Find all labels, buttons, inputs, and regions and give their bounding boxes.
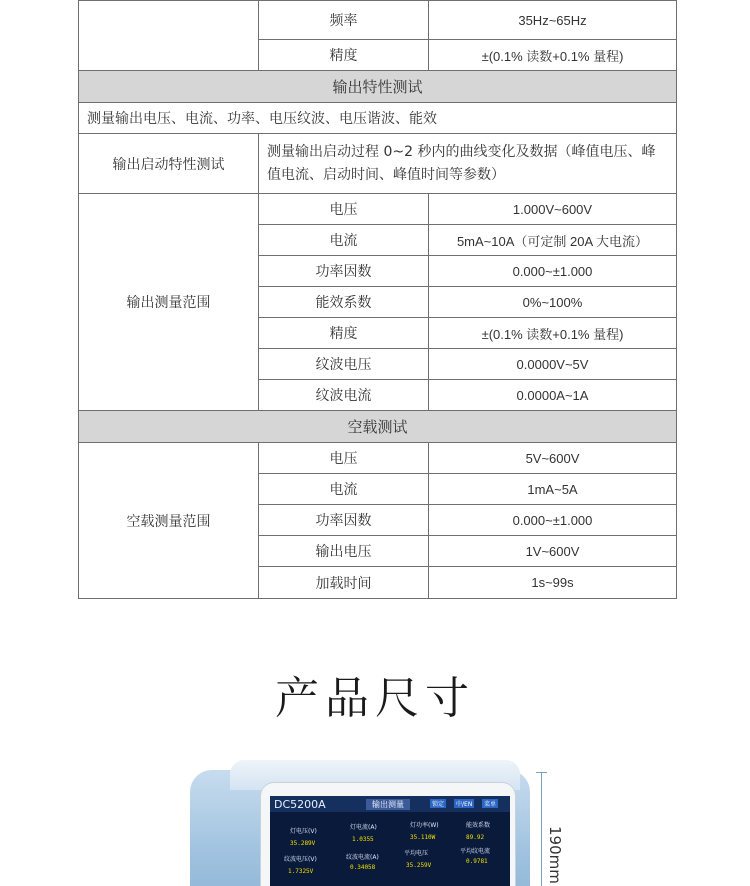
screen-value: 1.7325V [288, 868, 314, 875]
table-row [79, 103, 677, 134]
output-range-label: 输出测量范围 [79, 194, 259, 411]
value-cell: 5mA~10A（可定制 20A 大电流） [429, 225, 677, 256]
top-group-cell [79, 1, 259, 71]
param-cell: 电压 [259, 443, 429, 474]
section-title: 输出特性测试 [79, 71, 677, 103]
value-cell: 0%~100% [429, 287, 677, 318]
device-screen [270, 796, 510, 886]
screen-value: 35.110W [410, 834, 436, 841]
value-cell: 0.000~±1.000 [429, 256, 677, 287]
value-cell: 1V~600V [429, 536, 677, 567]
section-title: 空载测试 [79, 411, 677, 443]
screen-value: 1.0355 [352, 836, 374, 843]
value-cell: 1s~99s [429, 567, 677, 599]
spec-table [78, 0, 677, 599]
screen-model: DC5200A [274, 798, 326, 811]
param-cell: 纹波电流 [259, 380, 429, 411]
product-size-title: 产品尺寸 [275, 673, 475, 724]
param-cell: 频率 [259, 1, 429, 40]
value-cell: 35Hz~65Hz [429, 1, 677, 40]
param-cell: 电流 [259, 225, 429, 256]
table-row [79, 134, 677, 194]
param-cell: 纹波电压 [259, 349, 429, 380]
param-cell: 功率因数 [259, 505, 429, 536]
screen-value: 0.9781 [466, 858, 488, 865]
height-dimension-label: 190mm [546, 826, 564, 884]
screen-label: 平均纹电流 [460, 848, 491, 855]
screen-label: 纹波电压(V) [284, 856, 317, 863]
startup-label: 输出启动特性测试 [79, 134, 259, 194]
screen-lang-button: 中/EN [456, 801, 473, 808]
value-cell: 1mA~5A [429, 474, 677, 505]
value-cell: 0.0000V~5V [429, 349, 677, 380]
param-cell: 功率因数 [259, 256, 429, 287]
device-illustration [190, 760, 530, 886]
param-cell: 电压 [259, 194, 429, 225]
value-cell: 5V~600V [429, 443, 677, 474]
param-cell: 精度 [259, 40, 429, 71]
value-cell: 0.0000A~1A [429, 380, 677, 411]
param-cell: 能效系数 [259, 287, 429, 318]
screen-value: 89.92 [466, 834, 485, 841]
screen-label: 灯功率(W) [410, 822, 439, 829]
param-cell: 加载时间 [259, 567, 429, 599]
screen-value: 35.289V [290, 840, 316, 847]
screen-title: 输出测量 [366, 799, 410, 810]
value-cell: ±(0.1% 读数+0.1% 量程) [429, 40, 677, 71]
screen-lock-button: 锁定 [432, 801, 445, 808]
table-row [79, 194, 677, 225]
screen-value: 0.34058 [350, 864, 376, 871]
section-header-row [79, 411, 677, 443]
noload-range-label: 空载测量范围 [79, 443, 259, 599]
startup-description: 测量输出启动过程 0~2 秒内的曲线变化及数据（峰值电压、峰值电流、启动时间、峰值时间等参数） [259, 134, 677, 194]
param-cell: 精度 [259, 318, 429, 349]
screen-value: 35.259V [406, 862, 432, 869]
screen-label: 能效系数 [466, 822, 491, 829]
param-cell: 输出电压 [259, 536, 429, 567]
screen-label: 灯电压(V) [290, 828, 317, 835]
value-cell: 0.000~±1.000 [429, 505, 677, 536]
screen-label: 灯电流(A) [350, 824, 377, 831]
table-row [79, 443, 677, 474]
screen-label: 纹波电流(A) [346, 854, 379, 861]
param-cell: 电流 [259, 474, 429, 505]
dimension-line [541, 772, 542, 886]
value-cell: ±(0.1% 读数+0.1% 量程) [429, 318, 677, 349]
measure-description: 测量输出电压、电流、功率、电压纹波、电压谐波、能效 [79, 103, 677, 134]
screen-label: 平均电压 [404, 850, 429, 857]
screen-menu-button: 菜单 [484, 801, 497, 808]
value-cell: 1.000V~600V [429, 194, 677, 225]
section-header-row [79, 71, 677, 103]
table-row [79, 1, 677, 40]
